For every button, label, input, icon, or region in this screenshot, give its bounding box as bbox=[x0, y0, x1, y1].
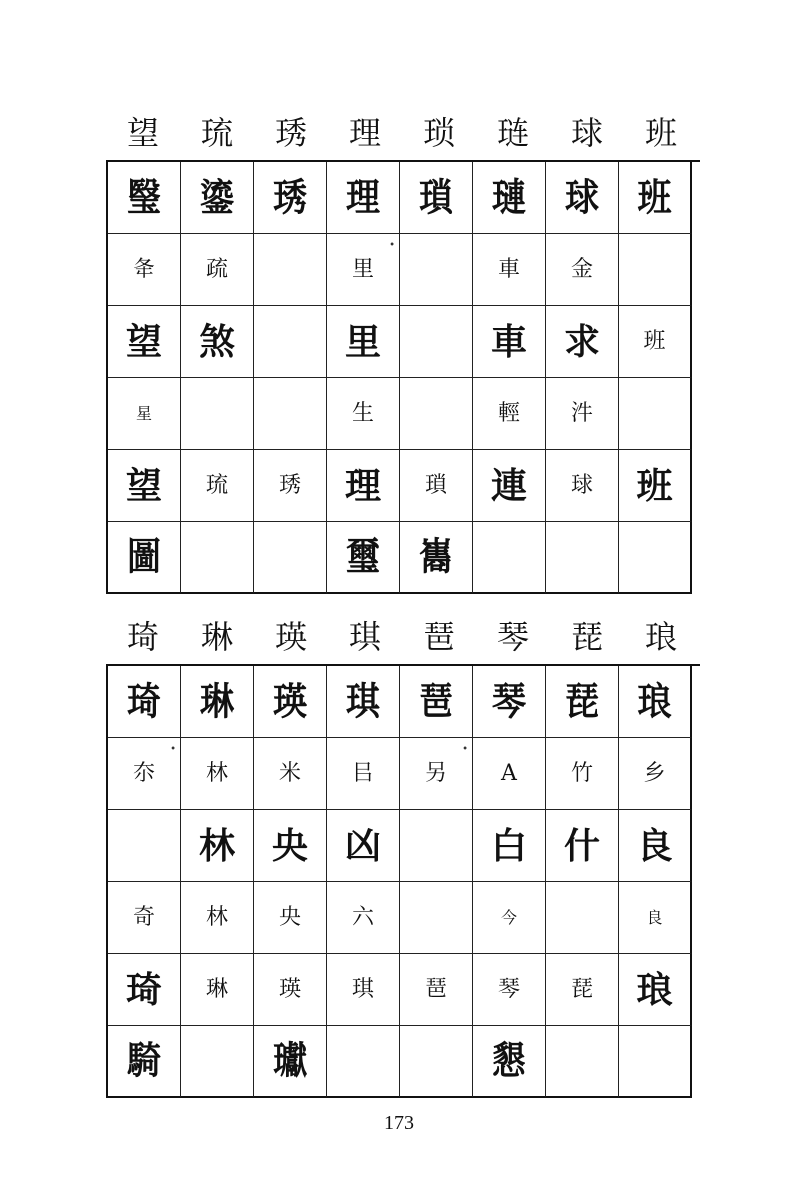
section2-glyph-cell bbox=[546, 810, 619, 882]
section2-glyph-cell bbox=[473, 882, 546, 954]
annotation-dot-icon: • bbox=[389, 240, 395, 251]
glyph-variant: 琇 bbox=[273, 175, 307, 220]
glyph-variant: 琦 bbox=[127, 679, 161, 724]
section1-glyph-cell bbox=[400, 306, 473, 378]
section1-table-row bbox=[108, 522, 700, 594]
section1-glyph-cell bbox=[473, 378, 546, 450]
glyph-variant: 璉 bbox=[492, 175, 526, 220]
section2-glyph-cell bbox=[254, 1026, 327, 1098]
section2-glyph-cell bbox=[254, 666, 327, 738]
section1-glyph-cell bbox=[473, 162, 546, 234]
glyph-variant: 夵 bbox=[132, 760, 155, 786]
section2-glyph-cell bbox=[546, 1026, 619, 1098]
section2-glyph-cell bbox=[254, 954, 327, 1026]
glyph-variant: 琴 bbox=[492, 679, 526, 724]
section1-glyph-cell bbox=[108, 522, 181, 594]
section2-glyph-table bbox=[106, 664, 700, 1098]
glyph-variant: 里 bbox=[344, 320, 381, 363]
glyph-variant: 瑣 bbox=[424, 472, 447, 498]
glyph-variant: 懇 bbox=[492, 1038, 526, 1084]
glyph-variant: 理 bbox=[346, 175, 380, 220]
glyph-variant: 瑛 bbox=[278, 976, 301, 1002]
glyph-variant: 琵 bbox=[570, 976, 593, 1002]
section2-glyph-cell bbox=[108, 882, 181, 954]
section1-glyph-cell bbox=[254, 306, 327, 378]
glyph-variant: 班 bbox=[637, 175, 672, 220]
glyph-variant: 夅 bbox=[132, 256, 155, 282]
section2-table-row bbox=[108, 810, 700, 882]
section1-table-row bbox=[108, 234, 700, 306]
section2-glyph-cell bbox=[473, 1026, 546, 1098]
glyph-variant: 琪 bbox=[346, 679, 380, 724]
section2-glyph-cell bbox=[108, 954, 181, 1026]
section2-glyph-cell bbox=[254, 882, 327, 954]
glyph-variant: 里 bbox=[351, 256, 374, 282]
glyph-variant: 瑿 bbox=[127, 175, 161, 220]
section1-header-char: 球 bbox=[570, 114, 603, 152]
section1-table-row bbox=[108, 450, 700, 522]
section1-glyph-cell bbox=[181, 522, 254, 594]
section1-glyph-cell bbox=[400, 234, 473, 306]
glyph-variant: 望 bbox=[125, 320, 162, 363]
glyph-variant: 鎏 bbox=[200, 175, 234, 220]
section1-glyph-cell bbox=[181, 378, 254, 450]
glyph-variant: 琶 bbox=[419, 679, 453, 724]
section1-glyph-cell bbox=[546, 522, 619, 594]
section2-table-row bbox=[108, 954, 700, 1026]
section1-header-char: 琐 bbox=[422, 114, 455, 152]
glyph-variant: 今 bbox=[500, 907, 517, 927]
glyph-variant: 輕 bbox=[497, 400, 520, 426]
section2-glyph-cell bbox=[327, 1026, 400, 1098]
section1-glyph-cell bbox=[181, 306, 254, 378]
glyph-variant: 乡 bbox=[643, 760, 666, 786]
section1-header-char: 班 bbox=[644, 114, 677, 152]
section1-glyph-cell bbox=[181, 450, 254, 522]
glyph-variant: 琅 bbox=[637, 679, 672, 724]
glyph-variant: 疏 bbox=[205, 256, 228, 282]
section1-glyph-cell bbox=[181, 162, 254, 234]
section2-glyph-cell bbox=[254, 738, 327, 810]
glyph-variant: 奇 bbox=[132, 904, 155, 930]
glyph-variant: A bbox=[501, 760, 517, 786]
glyph-variant: 凶 bbox=[344, 824, 381, 867]
section1-glyph-cell bbox=[400, 450, 473, 522]
section2-header-char: 瑛 bbox=[274, 618, 307, 656]
glyph-variant: 車 bbox=[497, 256, 520, 282]
section2-glyph-cell bbox=[108, 738, 181, 810]
glyph-variant: 求 bbox=[563, 320, 600, 363]
section2-glyph-cell bbox=[181, 810, 254, 882]
glyph-variant: 理 bbox=[344, 464, 381, 507]
section1-glyph-cell bbox=[546, 306, 619, 378]
glyph-variant: 琳 bbox=[200, 679, 234, 724]
glyph-variant: 林 bbox=[205, 760, 228, 786]
section2-glyph-cell bbox=[619, 954, 692, 1026]
section1-glyph-cell bbox=[473, 234, 546, 306]
section1-glyph-cell bbox=[254, 162, 327, 234]
glyph-variant: 琵 bbox=[565, 679, 599, 724]
section1-header-char: 琉 bbox=[200, 114, 233, 152]
glyph-variant: 琉 bbox=[205, 472, 228, 498]
section1-table-row bbox=[108, 378, 700, 450]
glyph-variant: 林 bbox=[198, 824, 235, 867]
glyph-variant: 星 bbox=[135, 403, 152, 423]
section2-table-row bbox=[108, 666, 700, 738]
glyph-variant: 璽 bbox=[346, 534, 380, 580]
section2-glyph-cell bbox=[400, 954, 473, 1026]
section1-glyph-cell bbox=[473, 450, 546, 522]
section2-table-row bbox=[108, 738, 700, 810]
section2-glyph-cell bbox=[546, 954, 619, 1026]
glyph-variant: 瑣 bbox=[419, 175, 453, 220]
section2-glyph-cell bbox=[619, 882, 692, 954]
glyph-variant: 球 bbox=[570, 472, 593, 498]
section2-glyph-cell bbox=[400, 1026, 473, 1098]
section1-glyph-cell bbox=[254, 378, 327, 450]
glyph-variant: 良 bbox=[636, 824, 673, 867]
section1-glyph-cell bbox=[327, 162, 400, 234]
section2-glyph-cell bbox=[181, 1026, 254, 1098]
section2-table-row bbox=[108, 1026, 700, 1098]
page-number: 173 bbox=[384, 1112, 414, 1134]
section2-glyph-cell bbox=[327, 738, 400, 810]
glyph-variant: 望 bbox=[125, 464, 162, 507]
glyph-variant: 琅 bbox=[636, 968, 673, 1011]
section1-header-char: 理 bbox=[348, 114, 381, 152]
section1-glyph-cell bbox=[108, 378, 181, 450]
glyph-variant: 央 bbox=[271, 824, 308, 867]
section1-glyph-cell bbox=[108, 234, 181, 306]
section1-glyph-table bbox=[106, 160, 700, 594]
section2-glyph-cell bbox=[181, 882, 254, 954]
section2-header-char: 琴 bbox=[496, 618, 529, 656]
glyph-variant: 巂 bbox=[419, 534, 453, 580]
glyph-variant: 良 bbox=[646, 907, 663, 927]
section1-glyph-cell bbox=[546, 450, 619, 522]
glyph-variant: 琳 bbox=[205, 976, 228, 1002]
section2-glyph-cell bbox=[619, 1026, 692, 1098]
section2-header-char: 琵 bbox=[570, 618, 603, 656]
section2-glyph-cell bbox=[400, 810, 473, 882]
glyph-variant: 球 bbox=[565, 175, 599, 220]
section2-glyph-cell bbox=[400, 738, 473, 810]
section2-glyph-cell bbox=[619, 738, 692, 810]
section1-table-row bbox=[108, 306, 700, 378]
annotation-dot-icon: • bbox=[170, 744, 176, 755]
section2-glyph-cell bbox=[546, 882, 619, 954]
annotation-dot-icon: • bbox=[462, 744, 468, 755]
glyph-variant: 琪 bbox=[351, 976, 374, 1002]
glyph-variant: 金 bbox=[570, 256, 593, 282]
section1-glyph-cell bbox=[619, 234, 692, 306]
section2-glyph-cell bbox=[108, 810, 181, 882]
section1-header-char: 琏 bbox=[496, 114, 529, 152]
section1-glyph-cell bbox=[108, 450, 181, 522]
glyph-variant: 班 bbox=[636, 464, 673, 507]
section2-glyph-cell bbox=[108, 666, 181, 738]
section2-glyph-cell bbox=[473, 810, 546, 882]
glyph-variant: 白 bbox=[490, 824, 527, 867]
section2-glyph-cell bbox=[400, 882, 473, 954]
section1-glyph-cell bbox=[619, 450, 692, 522]
section1-table-row bbox=[108, 162, 700, 234]
section2-header-char: 琪 bbox=[348, 618, 381, 656]
section2-header-char: 琦 bbox=[126, 618, 159, 656]
section2-glyph-cell bbox=[108, 1026, 181, 1098]
section1-glyph-cell bbox=[254, 450, 327, 522]
section1-glyph-cell bbox=[400, 162, 473, 234]
section2-header-char: 琳 bbox=[200, 618, 233, 656]
section1-glyph-cell bbox=[619, 378, 692, 450]
section2-header-char: 琶 bbox=[422, 618, 455, 656]
glyph-variant: 煞 bbox=[198, 320, 235, 363]
section1-glyph-cell bbox=[400, 378, 473, 450]
section1-glyph-cell bbox=[327, 234, 400, 306]
glyph-variant: 圖 bbox=[127, 534, 161, 580]
glyph-variant: 米 bbox=[278, 760, 301, 786]
section2-glyph-cell bbox=[473, 738, 546, 810]
section2-glyph-cell bbox=[546, 666, 619, 738]
glyph-variant: 生 bbox=[351, 400, 374, 426]
section2-glyph-cell bbox=[619, 666, 692, 738]
section2-glyph-cell bbox=[181, 954, 254, 1026]
glyph-variant: 琇 bbox=[278, 472, 301, 498]
glyph-variant: 竹 bbox=[570, 760, 593, 786]
section2-glyph-cell bbox=[473, 954, 546, 1026]
section1-glyph-cell bbox=[473, 306, 546, 378]
glyph-variant: 央 bbox=[278, 904, 301, 930]
section1-header-row bbox=[106, 108, 698, 158]
glyph-variant: 六 bbox=[351, 904, 374, 930]
section2-header-char: 琅 bbox=[644, 618, 677, 656]
section2-glyph-cell bbox=[327, 666, 400, 738]
section1-glyph-cell bbox=[619, 306, 692, 378]
glyph-variant: 林 bbox=[205, 904, 228, 930]
section1-glyph-cell bbox=[546, 162, 619, 234]
glyph-variant: 連 bbox=[490, 464, 527, 507]
section2-glyph-cell bbox=[254, 810, 327, 882]
section1-glyph-cell bbox=[619, 162, 692, 234]
glyph-variant: 車 bbox=[490, 320, 527, 363]
section2-table-row bbox=[108, 882, 700, 954]
section2-glyph-cell bbox=[400, 666, 473, 738]
glyph-variant: 琴 bbox=[497, 976, 520, 1002]
section1-glyph-cell bbox=[327, 522, 400, 594]
glyph-variant: 瓛 bbox=[273, 1038, 307, 1084]
section2-header-row bbox=[106, 612, 698, 662]
section1-glyph-cell bbox=[400, 522, 473, 594]
glyph-variant: 琦 bbox=[125, 968, 162, 1011]
section1-glyph-cell bbox=[619, 522, 692, 594]
section2-glyph-cell bbox=[546, 738, 619, 810]
section1-header-char: 望 bbox=[126, 114, 159, 152]
section1-glyph-cell bbox=[108, 162, 181, 234]
section2-glyph-cell bbox=[181, 738, 254, 810]
section1-glyph-cell bbox=[473, 522, 546, 594]
glyph-variant: 㠯 bbox=[351, 760, 374, 786]
section2-glyph-cell bbox=[181, 666, 254, 738]
section1-glyph-cell bbox=[181, 234, 254, 306]
section1-glyph-cell bbox=[546, 378, 619, 450]
section1-glyph-cell bbox=[327, 306, 400, 378]
glyph-variant: 什 bbox=[563, 824, 600, 867]
section1-glyph-cell bbox=[327, 378, 400, 450]
section1-glyph-cell bbox=[108, 306, 181, 378]
section2-glyph-cell bbox=[327, 882, 400, 954]
glyph-variant: 另 bbox=[424, 760, 447, 786]
section1-glyph-cell bbox=[254, 522, 327, 594]
section2-glyph-cell bbox=[473, 666, 546, 738]
section1-glyph-cell bbox=[546, 234, 619, 306]
glyph-variant: 琶 bbox=[424, 976, 447, 1002]
section2-glyph-cell bbox=[327, 810, 400, 882]
glyph-variant: 汼 bbox=[570, 400, 593, 426]
section1-header-char: 琇 bbox=[274, 114, 307, 152]
section2-glyph-cell bbox=[619, 810, 692, 882]
section1-glyph-cell bbox=[327, 450, 400, 522]
glyph-variant: 騎 bbox=[127, 1038, 161, 1084]
section1-glyph-cell bbox=[254, 234, 327, 306]
section2-glyph-cell bbox=[327, 954, 400, 1026]
glyph-variant: 班 bbox=[643, 328, 666, 354]
glyph-variant: 瑛 bbox=[273, 679, 307, 724]
